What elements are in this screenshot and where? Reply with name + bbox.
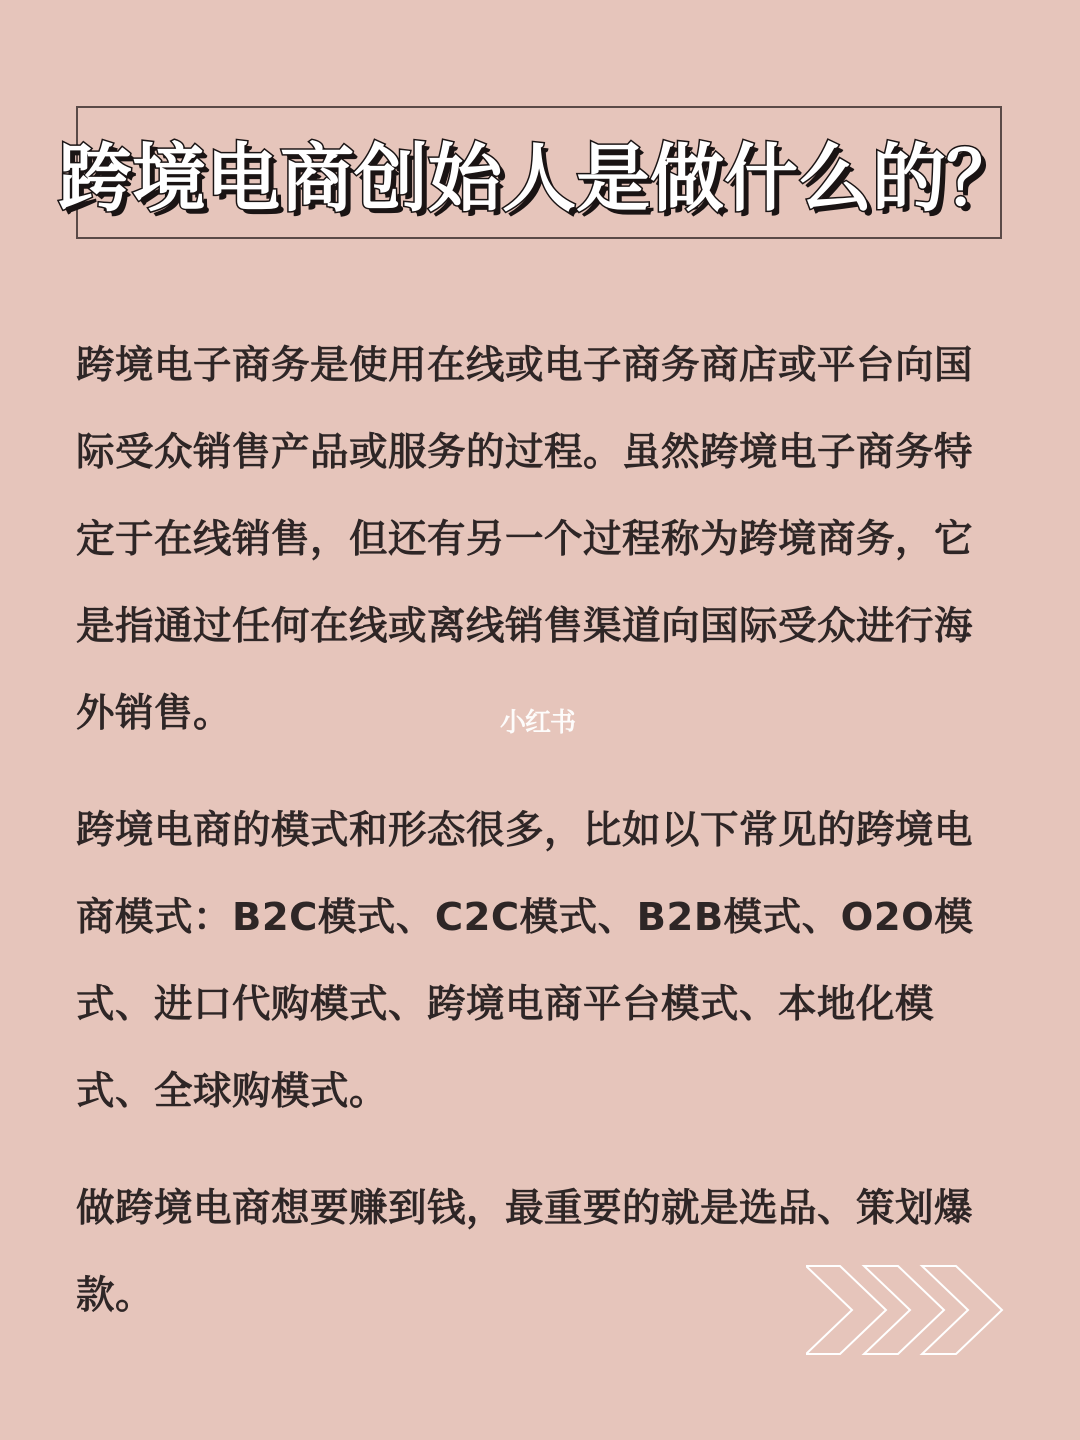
- paragraph-tips: 做跨境电商想要赚到钱，最重要的就是选品、策划爆款。: [76, 1186, 974, 1318]
- watermark-logo: 小红书: [500, 708, 576, 738]
- triple-chevron-right-icon: [806, 1264, 1006, 1356]
- paragraph-definition: 跨境电子商务是使用在线或电子商务商店或平台向国际受众销售产品或服务的过程。虽然跨境电子商务特定于在线销售，但还有另一个过程称为跨境商务，它是指通过任何在线或离线销售渠道向国际受众进行海外销售。: [76, 343, 974, 736]
- title-box: [58, 106, 1020, 239]
- paragraph-models: 跨境电商的模式和形态很多，比如以下常见的跨境电商模式：B2C模式、C2C模式、B2B模式、O2O模式、进口代购模式、跨境电商平台模式、本地化模式、全球购模式。: [76, 808, 974, 1114]
- article-body: [76, 322, 1006, 1339]
- page-title: 跨境电商创始人是做什么的？: [58, 135, 1020, 222]
